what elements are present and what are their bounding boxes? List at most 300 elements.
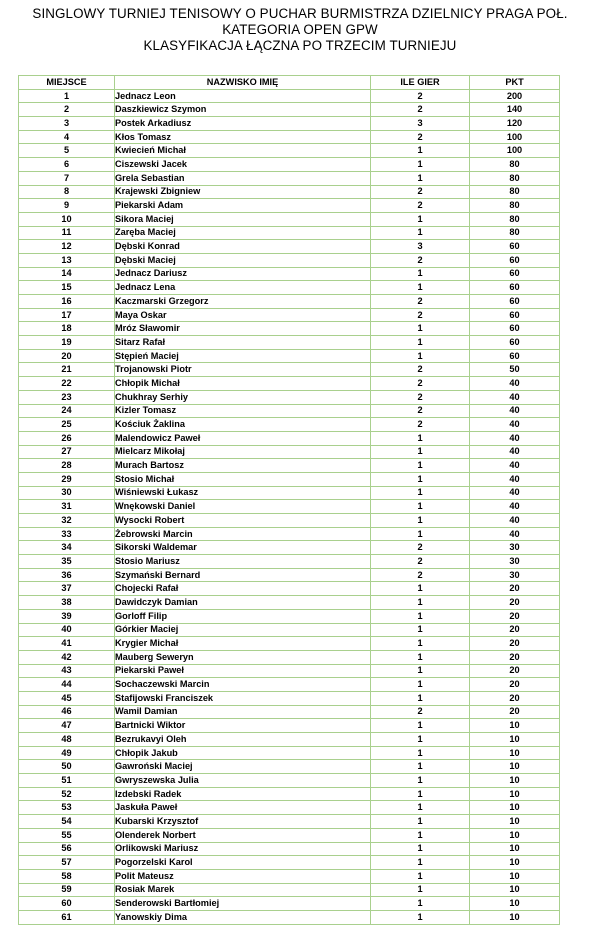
place-cell: 34 — [19, 541, 115, 555]
games-cell: 1 — [371, 500, 470, 514]
points-cell: 10 — [470, 733, 560, 747]
place-cell: 44 — [19, 678, 115, 692]
games-cell: 1 — [371, 459, 470, 473]
points-cell: 10 — [470, 897, 560, 911]
table-row — [19, 527, 560, 541]
name-cell: Kwiecień Michał — [115, 144, 371, 158]
games-cell: 1 — [371, 883, 470, 897]
name-cell: Stosio Michał — [115, 472, 371, 486]
table-row — [19, 555, 560, 569]
points-cell: 10 — [470, 815, 560, 829]
games-cell: 1 — [371, 486, 470, 500]
place-cell: 49 — [19, 746, 115, 760]
points-cell: 40 — [470, 377, 560, 391]
games-cell: 1 — [371, 322, 470, 336]
name-cell: Mróz Sławomir — [115, 322, 371, 336]
games-cell: 2 — [371, 541, 470, 555]
table-row — [19, 801, 560, 815]
points-cell: 60 — [470, 295, 560, 309]
points-cell: 20 — [470, 691, 560, 705]
table-row — [19, 910, 560, 924]
games-cell: 1 — [371, 842, 470, 856]
table-row — [19, 253, 560, 267]
games-cell: 2 — [371, 308, 470, 322]
place-cell: 31 — [19, 500, 115, 514]
place-cell: 48 — [19, 733, 115, 747]
games-cell: 1 — [371, 856, 470, 870]
name-cell: Jaskuła Paweł — [115, 801, 371, 815]
name-cell: Wysocki Robert — [115, 514, 371, 528]
place-cell: 16 — [19, 295, 115, 309]
points-cell: 80 — [470, 158, 560, 172]
points-cell: 10 — [470, 801, 560, 815]
place-cell: 38 — [19, 596, 115, 610]
name-cell: Dawidczyk Damian — [115, 596, 371, 610]
place-cell: 60 — [19, 897, 115, 911]
points-cell: 60 — [470, 322, 560, 336]
name-cell: Chłopik Jakub — [115, 746, 371, 760]
table-header-row — [19, 76, 560, 90]
name-cell: Olenderek Norbert — [115, 828, 371, 842]
name-cell: Orlikowski Mariusz — [115, 842, 371, 856]
place-cell: 40 — [19, 623, 115, 637]
points-cell: 80 — [470, 226, 560, 240]
name-cell: Murach Bartosz — [115, 459, 371, 473]
points-cell: 10 — [470, 883, 560, 897]
table-row — [19, 336, 560, 350]
name-cell: Wnękowski Daniel — [115, 500, 371, 514]
games-cell: 1 — [371, 801, 470, 815]
name-cell: Mauberg Seweryn — [115, 650, 371, 664]
name-cell: Wamil Damian — [115, 705, 371, 719]
points-cell: 80 — [470, 199, 560, 213]
table-row — [19, 774, 560, 788]
points-cell: 100 — [470, 130, 560, 144]
games-cell: 1 — [371, 514, 470, 528]
place-cell: 3 — [19, 117, 115, 131]
points-cell: 120 — [470, 117, 560, 131]
table-row — [19, 431, 560, 445]
name-cell: Jednacz Lena — [115, 281, 371, 295]
place-cell: 59 — [19, 883, 115, 897]
name-cell: Stępień Maciej — [115, 349, 371, 363]
table-row — [19, 828, 560, 842]
games-cell: 1 — [371, 678, 470, 692]
games-cell: 2 — [371, 199, 470, 213]
name-cell: Stosio Mariusz — [115, 555, 371, 569]
place-cell: 23 — [19, 390, 115, 404]
name-cell: Pogorzelski Karol — [115, 856, 371, 870]
points-cell: 200 — [470, 89, 560, 103]
name-cell: Stafijowski Franciszek — [115, 691, 371, 705]
place-cell: 21 — [19, 363, 115, 377]
games-cell: 1 — [371, 171, 470, 185]
games-cell: 1 — [371, 623, 470, 637]
points-cell: 100 — [470, 144, 560, 158]
table-row — [19, 705, 560, 719]
table-row — [19, 171, 560, 185]
place-cell: 18 — [19, 322, 115, 336]
games-cell: 1 — [371, 637, 470, 651]
name-cell: Chłopik Michał — [115, 377, 371, 391]
games-cell: 1 — [371, 472, 470, 486]
name-cell: Gwryszewska Julia — [115, 774, 371, 788]
place-cell: 10 — [19, 212, 115, 226]
table-row — [19, 199, 560, 213]
place-cell: 26 — [19, 431, 115, 445]
place-cell: 28 — [19, 459, 115, 473]
table-row — [19, 897, 560, 911]
place-cell: 17 — [19, 308, 115, 322]
points-cell: 40 — [470, 514, 560, 528]
points-cell: 20 — [470, 678, 560, 692]
games-cell: 1 — [371, 746, 470, 760]
name-cell: Bezrukavyi Oleh — [115, 733, 371, 747]
place-cell: 4 — [19, 130, 115, 144]
place-cell: 57 — [19, 856, 115, 870]
games-cell: 1 — [371, 158, 470, 172]
name-cell: Wiśniewski Łukasz — [115, 486, 371, 500]
points-cell: 40 — [470, 390, 560, 404]
games-cell: 1 — [371, 774, 470, 788]
place-cell: 36 — [19, 568, 115, 582]
games-cell: 2 — [371, 253, 470, 267]
points-cell: 60 — [470, 308, 560, 322]
table-row — [19, 719, 560, 733]
place-cell: 53 — [19, 801, 115, 815]
place-cell: 11 — [19, 226, 115, 240]
name-cell: Yanowskiy Dima — [115, 910, 371, 924]
table-row — [19, 582, 560, 596]
ranking-table — [18, 75, 560, 925]
table-row — [19, 787, 560, 801]
points-cell: 10 — [470, 842, 560, 856]
table-row — [19, 486, 560, 500]
table-row — [19, 267, 560, 281]
name-cell: Krygier Michał — [115, 637, 371, 651]
place-cell: 54 — [19, 815, 115, 829]
name-cell: Maya Oskar — [115, 308, 371, 322]
name-cell: Kubarski Krzysztof — [115, 815, 371, 829]
name-cell: Mielcarz Mikołaj — [115, 445, 371, 459]
points-cell: 20 — [470, 650, 560, 664]
games-cell: 2 — [371, 555, 470, 569]
games-cell: 1 — [371, 267, 470, 281]
name-cell: Jednacz Leon — [115, 89, 371, 103]
place-cell: 52 — [19, 787, 115, 801]
table-row — [19, 459, 560, 473]
games-cell: 1 — [371, 212, 470, 226]
place-cell: 15 — [19, 281, 115, 295]
points-cell: 60 — [470, 349, 560, 363]
name-cell: Zaręba Maciej — [115, 226, 371, 240]
games-cell: 1 — [371, 144, 470, 158]
games-cell: 2 — [371, 103, 470, 117]
place-cell: 58 — [19, 869, 115, 883]
points-cell: 60 — [470, 267, 560, 281]
name-cell: Kizler Tomasz — [115, 404, 371, 418]
place-cell: 37 — [19, 582, 115, 596]
name-cell: Sikorski Waldemar — [115, 541, 371, 555]
points-cell: 40 — [470, 404, 560, 418]
column-header-points: PKT — [470, 76, 560, 90]
games-cell: 1 — [371, 910, 470, 924]
games-cell: 1 — [371, 226, 470, 240]
table-row — [19, 856, 560, 870]
table-row — [19, 869, 560, 883]
place-cell: 14 — [19, 267, 115, 281]
games-cell: 2 — [371, 89, 470, 103]
points-cell: 40 — [470, 445, 560, 459]
points-cell: 10 — [470, 787, 560, 801]
games-cell: 1 — [371, 596, 470, 610]
name-cell: Malendowicz Paweł — [115, 431, 371, 445]
table-row — [19, 322, 560, 336]
table-row — [19, 144, 560, 158]
table-row — [19, 746, 560, 760]
points-cell: 60 — [470, 281, 560, 295]
games-cell: 1 — [371, 787, 470, 801]
column-header-place: MIEJSCE — [19, 76, 115, 90]
table-row — [19, 240, 560, 254]
table-row — [19, 596, 560, 610]
games-cell: 1 — [371, 869, 470, 883]
name-cell: Chojecki Rafał — [115, 582, 371, 596]
table-row — [19, 103, 560, 117]
name-cell: Bartnicki Wiktor — [115, 719, 371, 733]
name-cell: Kłos Tomasz — [115, 130, 371, 144]
name-cell: Sochaczewski Marcin — [115, 678, 371, 692]
table-row — [19, 733, 560, 747]
name-cell: Piekarski Paweł — [115, 664, 371, 678]
name-cell: Dębski Konrad — [115, 240, 371, 254]
place-cell: 33 — [19, 527, 115, 541]
table-row — [19, 349, 560, 363]
table-row — [19, 609, 560, 623]
games-cell: 1 — [371, 719, 470, 733]
table-row — [19, 295, 560, 309]
points-cell: 80 — [470, 212, 560, 226]
name-cell: Żebrowski Marcin — [115, 527, 371, 541]
points-cell: 40 — [470, 500, 560, 514]
games-cell: 1 — [371, 664, 470, 678]
place-cell: 6 — [19, 158, 115, 172]
column-header-name: NAZWISKO IMIĘ — [115, 76, 371, 90]
name-cell: Sikora Maciej — [115, 212, 371, 226]
games-cell: 2 — [371, 390, 470, 404]
points-cell: 20 — [470, 664, 560, 678]
games-cell: 1 — [371, 527, 470, 541]
table-row — [19, 212, 560, 226]
points-cell: 10 — [470, 828, 560, 842]
table-row — [19, 281, 560, 295]
table-row — [19, 760, 560, 774]
points-cell: 30 — [470, 541, 560, 555]
points-cell: 10 — [470, 774, 560, 788]
table-row — [19, 418, 560, 432]
table-row — [19, 568, 560, 582]
place-cell: 43 — [19, 664, 115, 678]
points-cell: 40 — [470, 472, 560, 486]
place-cell: 51 — [19, 774, 115, 788]
place-cell: 56 — [19, 842, 115, 856]
games-cell: 2 — [371, 185, 470, 199]
table-row — [19, 363, 560, 377]
table-row — [19, 117, 560, 131]
name-cell: Krajewski Zbigniew — [115, 185, 371, 199]
games-cell: 1 — [371, 431, 470, 445]
games-cell: 1 — [371, 582, 470, 596]
name-cell: Kościuk Żaklina — [115, 418, 371, 432]
name-cell: Grela Sebastian — [115, 171, 371, 185]
games-cell: 2 — [371, 705, 470, 719]
name-cell: Sitarz Rafał — [115, 336, 371, 350]
points-cell: 10 — [470, 856, 560, 870]
points-cell: 80 — [470, 185, 560, 199]
games-cell: 1 — [371, 336, 470, 350]
points-cell: 80 — [470, 171, 560, 185]
place-cell: 2 — [19, 103, 115, 117]
place-cell: 32 — [19, 514, 115, 528]
place-cell: 1 — [19, 89, 115, 103]
place-cell: 46 — [19, 705, 115, 719]
table-row — [19, 650, 560, 664]
place-cell: 55 — [19, 828, 115, 842]
table-row — [19, 185, 560, 199]
column-header-games: ILE GIER — [371, 76, 470, 90]
name-cell: Dębski Maciej — [115, 253, 371, 267]
place-cell: 13 — [19, 253, 115, 267]
name-cell: Gawroński Maciej — [115, 760, 371, 774]
title-line-2: KATEGORIA OPEN GPW — [222, 22, 378, 37]
points-cell: 20 — [470, 705, 560, 719]
games-cell: 1 — [371, 650, 470, 664]
table-row — [19, 678, 560, 692]
points-cell: 10 — [470, 760, 560, 774]
place-cell: 30 — [19, 486, 115, 500]
place-cell: 29 — [19, 472, 115, 486]
table-row — [19, 472, 560, 486]
points-cell: 30 — [470, 568, 560, 582]
place-cell: 45 — [19, 691, 115, 705]
games-cell: 1 — [371, 281, 470, 295]
name-cell: Jednacz Dariusz — [115, 267, 371, 281]
points-cell: 40 — [470, 459, 560, 473]
table-row — [19, 500, 560, 514]
points-cell: 40 — [470, 431, 560, 445]
points-cell: 60 — [470, 253, 560, 267]
games-cell: 2 — [371, 363, 470, 377]
games-cell: 1 — [371, 349, 470, 363]
place-cell: 5 — [19, 144, 115, 158]
points-cell: 140 — [470, 103, 560, 117]
table-row — [19, 664, 560, 678]
games-cell: 3 — [371, 240, 470, 254]
place-cell: 19 — [19, 336, 115, 350]
table-row — [19, 445, 560, 459]
name-cell: Kaczmarski Grzegorz — [115, 295, 371, 309]
games-cell: 1 — [371, 828, 470, 842]
table-row — [19, 842, 560, 856]
name-cell: Szymański Bernard — [115, 568, 371, 582]
name-cell: Trojanowski Piotr — [115, 363, 371, 377]
name-cell: Górkier Maciej — [115, 623, 371, 637]
name-cell: Piekarski Adam — [115, 199, 371, 213]
points-cell: 20 — [470, 582, 560, 596]
place-cell: 9 — [19, 199, 115, 213]
points-cell: 10 — [470, 910, 560, 924]
place-cell: 47 — [19, 719, 115, 733]
games-cell: 2 — [371, 568, 470, 582]
games-cell: 2 — [371, 130, 470, 144]
games-cell: 2 — [371, 418, 470, 432]
place-cell: 50 — [19, 760, 115, 774]
table-row — [19, 691, 560, 705]
name-cell: Daszkiewicz Szymon — [115, 103, 371, 117]
games-cell: 2 — [371, 404, 470, 418]
name-cell: Ciszewski Jacek — [115, 158, 371, 172]
table-row — [19, 130, 560, 144]
table-row — [19, 404, 560, 418]
name-cell: Postek Arkadiusz — [115, 117, 371, 131]
games-cell: 1 — [371, 445, 470, 459]
games-cell: 1 — [371, 815, 470, 829]
table-row — [19, 158, 560, 172]
points-cell: 60 — [470, 336, 560, 350]
name-cell: Gorloff Filip — [115, 609, 371, 623]
table-row — [19, 541, 560, 555]
table-row — [19, 623, 560, 637]
points-cell: 40 — [470, 418, 560, 432]
points-cell: 10 — [470, 746, 560, 760]
name-cell: Polit Mateusz — [115, 869, 371, 883]
title-line-1: SINGLOWY TURNIEJ TENISOWY O PUCHAR BURMISTRZA DZIELNICY PRAGA POŁ. — [32, 6, 568, 21]
games-cell: 1 — [371, 609, 470, 623]
points-cell: 10 — [470, 869, 560, 883]
table-body — [19, 89, 560, 924]
table-row — [19, 226, 560, 240]
table-row — [19, 883, 560, 897]
points-cell: 10 — [470, 719, 560, 733]
name-cell: Izdebski Radek — [115, 787, 371, 801]
place-cell: 61 — [19, 910, 115, 924]
name-cell: Chukhray Serhiy — [115, 390, 371, 404]
place-cell: 39 — [19, 609, 115, 623]
place-cell: 27 — [19, 445, 115, 459]
games-cell: 1 — [371, 897, 470, 911]
document-header — [0, 6, 600, 54]
place-cell: 42 — [19, 650, 115, 664]
points-cell: 30 — [470, 555, 560, 569]
points-cell: 40 — [470, 527, 560, 541]
table-row — [19, 390, 560, 404]
table-row — [19, 89, 560, 103]
place-cell: 41 — [19, 637, 115, 651]
table-row — [19, 637, 560, 651]
points-cell: 40 — [470, 486, 560, 500]
place-cell: 35 — [19, 555, 115, 569]
name-cell: Rosiak Marek — [115, 883, 371, 897]
games-cell: 1 — [371, 760, 470, 774]
place-cell: 25 — [19, 418, 115, 432]
table-row — [19, 514, 560, 528]
points-cell: 60 — [470, 240, 560, 254]
table-row — [19, 815, 560, 829]
games-cell: 1 — [371, 733, 470, 747]
place-cell: 8 — [19, 185, 115, 199]
table-row — [19, 308, 560, 322]
games-cell: 2 — [371, 295, 470, 309]
